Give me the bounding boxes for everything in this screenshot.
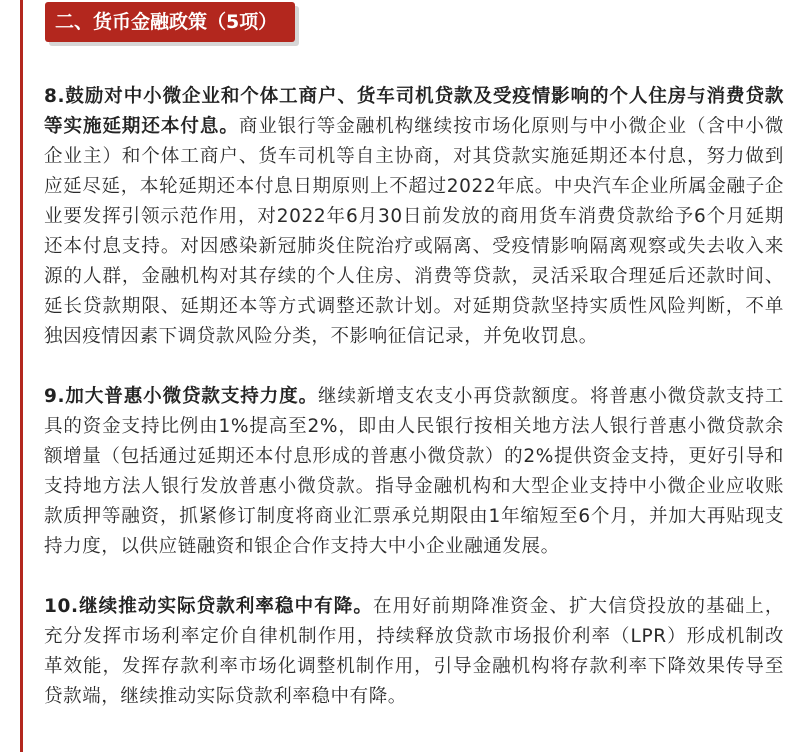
policy-item-10: [44, 592, 784, 712]
paragraph-spacer: [44, 352, 784, 382]
policy-item-10-heading: 10.继续推动实际贷款利率稳中有降。: [44, 596, 373, 617]
left-accent-rule: [20, 0, 23, 752]
policy-item-10-body: 在用好前期降准资金、扩大信贷投放的基础上，充分发挥市场利率定价自律机制作用，持续释放贷款市场报价利率（LPR）形成机制改革效能，发挥存款利率市场化调整机制作用，引导金融机构将存款利率下降效果传导至贷款端，继续推动实际贷款利率稳中有降。: [44, 596, 784, 707]
policy-item-9-body: 继续新增支农支小再贷款额度。将普惠小微贷款支持工具的资金支持比例由1%提高至2%，即由人民银行按相关地方法人银行普惠小微贷款余额增量（包括通过延期还本付息形成的普惠小微贷款）的2%提供资金支持，更好引导和支持地方法人银行发放普惠小微贷款。指导金融机构和大型企业支持中小微企业应收账款质押等融资，抓紧修订制度将商业汇票承兑期限由1年缩短至6个月，并加大再贴现支持力度，以供应链融资和银企合作支持大中小企业融通发展。: [44, 386, 784, 557]
policy-item-8-heading: 8.鼓励对中小微企业和个体工商户、货车司机贷款及受疫情影响的个人住房与消费贷款等实施延期还本付息。: [44, 86, 784, 137]
policy-item-9-heading: 9.加大普惠小微贷款支持力度。: [44, 386, 319, 407]
policy-item-8: [44, 82, 784, 352]
paragraph-spacer: [44, 562, 784, 592]
section-header: [45, 2, 295, 44]
section-title: 二、货币金融政策（5项）: [45, 2, 295, 42]
article-body: [44, 82, 784, 712]
policy-item-8-body: 商业银行等金融机构继续按市场化原则与中小微企业（含中小微企业主）和个体工商户、货车司机等自主协商，对其贷款实施延期还本付息，努力做到应延尽延，本轮延期还本付息日期原则上不超过2022年底。中央汽车企业所属金融子企业要发挥引领示范作用，对2022年6月30日前发放的商用货车消费贷款给予6个月延期还本付息支持。对因感染新冠肺炎住院治疗或隔离、受疫情影响隔离观察或失去收入来源的人群，金融机构对其存续的个人住房、消费等贷款，灵活采取合理延后还款时间、延长贷款期限、延期还本等方式调整还款计划。对延期贷款坚持实质性风险判断，不单独因疫情因素下调贷款风险分类，不影响征信记录，并免收罚息。: [44, 116, 784, 347]
policy-item-9: [44, 382, 784, 562]
